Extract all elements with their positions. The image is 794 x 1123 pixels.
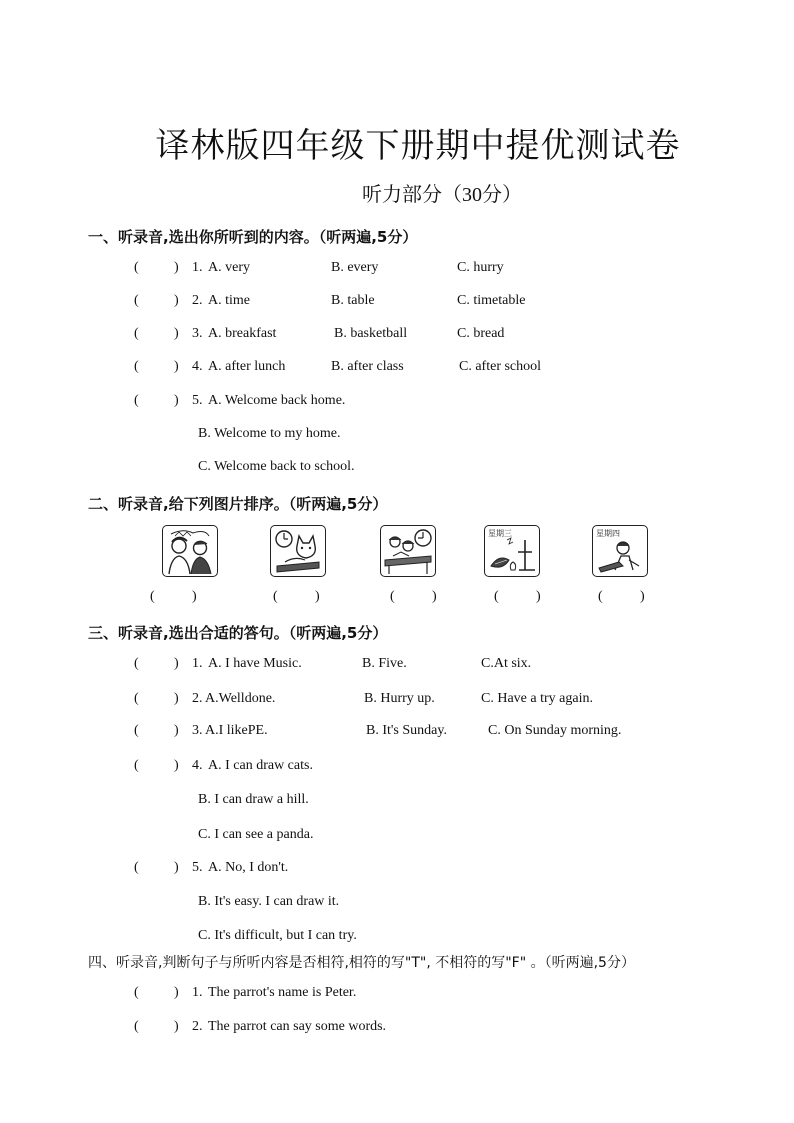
question-number: 2. (192, 293, 203, 308)
option-c: C. timetable (457, 293, 526, 308)
answer-paren-open: ( (598, 589, 603, 604)
option-c: C. after school (459, 359, 542, 374)
answer-paren-open: ( (134, 860, 139, 875)
answer-paren-close: ) (536, 589, 541, 604)
answer-paren-close: ) (174, 359, 179, 374)
answer-paren-open: ( (134, 691, 139, 706)
answer-paren-close: ) (174, 1019, 179, 1034)
answer-paren-close: ) (174, 326, 179, 341)
answer-paren-close: ) (174, 758, 179, 773)
answer-paren-close: ) (640, 589, 645, 604)
answer-paren-close: ) (192, 589, 197, 604)
statement-text: The parrot's name is Peter. (208, 985, 357, 1000)
answer-paren-open: ( (134, 656, 139, 671)
option-a: A. after lunch (208, 359, 286, 374)
answer-paren-open: ( (134, 326, 139, 341)
wednesday-garden-picture (484, 525, 540, 577)
thursday-boy-picture (592, 525, 648, 577)
answer-paren-open: ( (134, 723, 139, 738)
option-b: B. Five. (362, 656, 407, 671)
option-a: A. very (208, 260, 250, 275)
option-c: C. On Sunday morning. (488, 723, 622, 738)
option-b: B. Welcome to my home. (198, 426, 341, 441)
people-talking-picture (162, 525, 218, 577)
answer-paren-close: ) (174, 656, 179, 671)
question-number: 1. (192, 656, 203, 671)
question-number: 3. (192, 723, 203, 738)
option-b: B. I can draw a hill. (198, 792, 309, 807)
answer-paren-open: ( (390, 589, 395, 604)
weekday-label: 星期三 (488, 529, 512, 538)
answer-paren-open: ( (134, 359, 139, 374)
option-a: A. I have Music. (208, 656, 302, 671)
option-a: A. Welcome back home. (208, 393, 346, 408)
answer-paren-close: ) (174, 985, 179, 1000)
option-b: B. table (331, 293, 375, 308)
children-classroom-clock-picture (380, 525, 436, 577)
question-number: 4. (192, 359, 203, 374)
option-c: C. hurry (457, 260, 504, 275)
section2-heading: 二、听录音,给下列图片排序。（听两遍,5分） (88, 495, 388, 513)
option-a: A. breakfast (208, 326, 277, 341)
answer-paren-close: ) (174, 723, 179, 738)
answer-paren-close: ) (432, 589, 437, 604)
section3-heading: 三、听录音,选出合适的答句。（听两遍,5分） (88, 624, 388, 642)
option-c: C. It's difficult, but I can try. (198, 928, 357, 943)
answer-paren-open: ( (134, 985, 139, 1000)
page-title: 译林版四年级下册期中提优测试卷 (155, 126, 681, 166)
question-number: 3. (192, 326, 203, 341)
section4-heading: 四、听录音,判断句子与所听内容是否相符,相符的写"T", 不相符的写"F" 。（听两遍,5分） (88, 955, 635, 971)
answer-paren-close: ) (174, 260, 179, 275)
option-c: C. I can see a panda. (198, 827, 314, 842)
option-c: C. bread (457, 326, 505, 341)
answer-paren-open: ( (134, 260, 139, 275)
section1-heading: 一、听录音,选出你所听到的内容。（听两遍,5分） (88, 228, 418, 246)
question-number: 2. (192, 691, 203, 706)
option-a: A.Welldone. (205, 691, 276, 706)
answer-paren-open: ( (134, 393, 139, 408)
answer-paren-close: ) (174, 860, 179, 875)
answer-paren-open: ( (134, 758, 139, 773)
answer-paren-open: ( (134, 293, 139, 308)
question-number: 2. (192, 1019, 203, 1034)
question-number: 5. (192, 860, 203, 875)
statement-text: The parrot can say some words. (208, 1019, 387, 1034)
option-c: C. Welcome back to school. (198, 459, 355, 474)
option-c: C.At six. (481, 656, 532, 671)
answer-paren-open: ( (494, 589, 499, 604)
picture-row (0, 525, 794, 625)
option-b: B. basketball (334, 326, 408, 341)
option-a: A.I likePE. (205, 723, 268, 738)
option-b: B. It's easy. I can draw it. (198, 894, 340, 909)
question-number: 4. (192, 758, 203, 773)
answer-paren-close: ) (174, 691, 179, 706)
answer-paren-close: ) (174, 393, 179, 408)
answer-paren-close: ) (315, 589, 320, 604)
question-number: 1. (192, 985, 203, 1000)
answer-paren-close: ) (174, 293, 179, 308)
answer-paren-open: ( (134, 1019, 139, 1034)
option-b: B. after class (331, 359, 404, 374)
option-a: A. I can draw cats. (208, 758, 313, 773)
answer-paren-open: ( (150, 589, 155, 604)
option-a: A. time (208, 293, 250, 308)
page-subtitle: 听力部分（30分） (362, 184, 522, 206)
answer-paren-open: ( (273, 589, 278, 604)
option-b: B. Hurry up. (364, 691, 435, 706)
option-c: C. Have a try again. (481, 691, 593, 706)
cat-clock-picture (270, 525, 326, 577)
option-b: B. It's Sunday. (366, 723, 447, 738)
weekday-label: 星期四 (596, 529, 620, 538)
question-number: 5. (192, 393, 203, 408)
question-number: 1. (192, 260, 203, 275)
option-a: A. No, I don't. (208, 860, 289, 875)
option-b: B. every (331, 260, 379, 275)
